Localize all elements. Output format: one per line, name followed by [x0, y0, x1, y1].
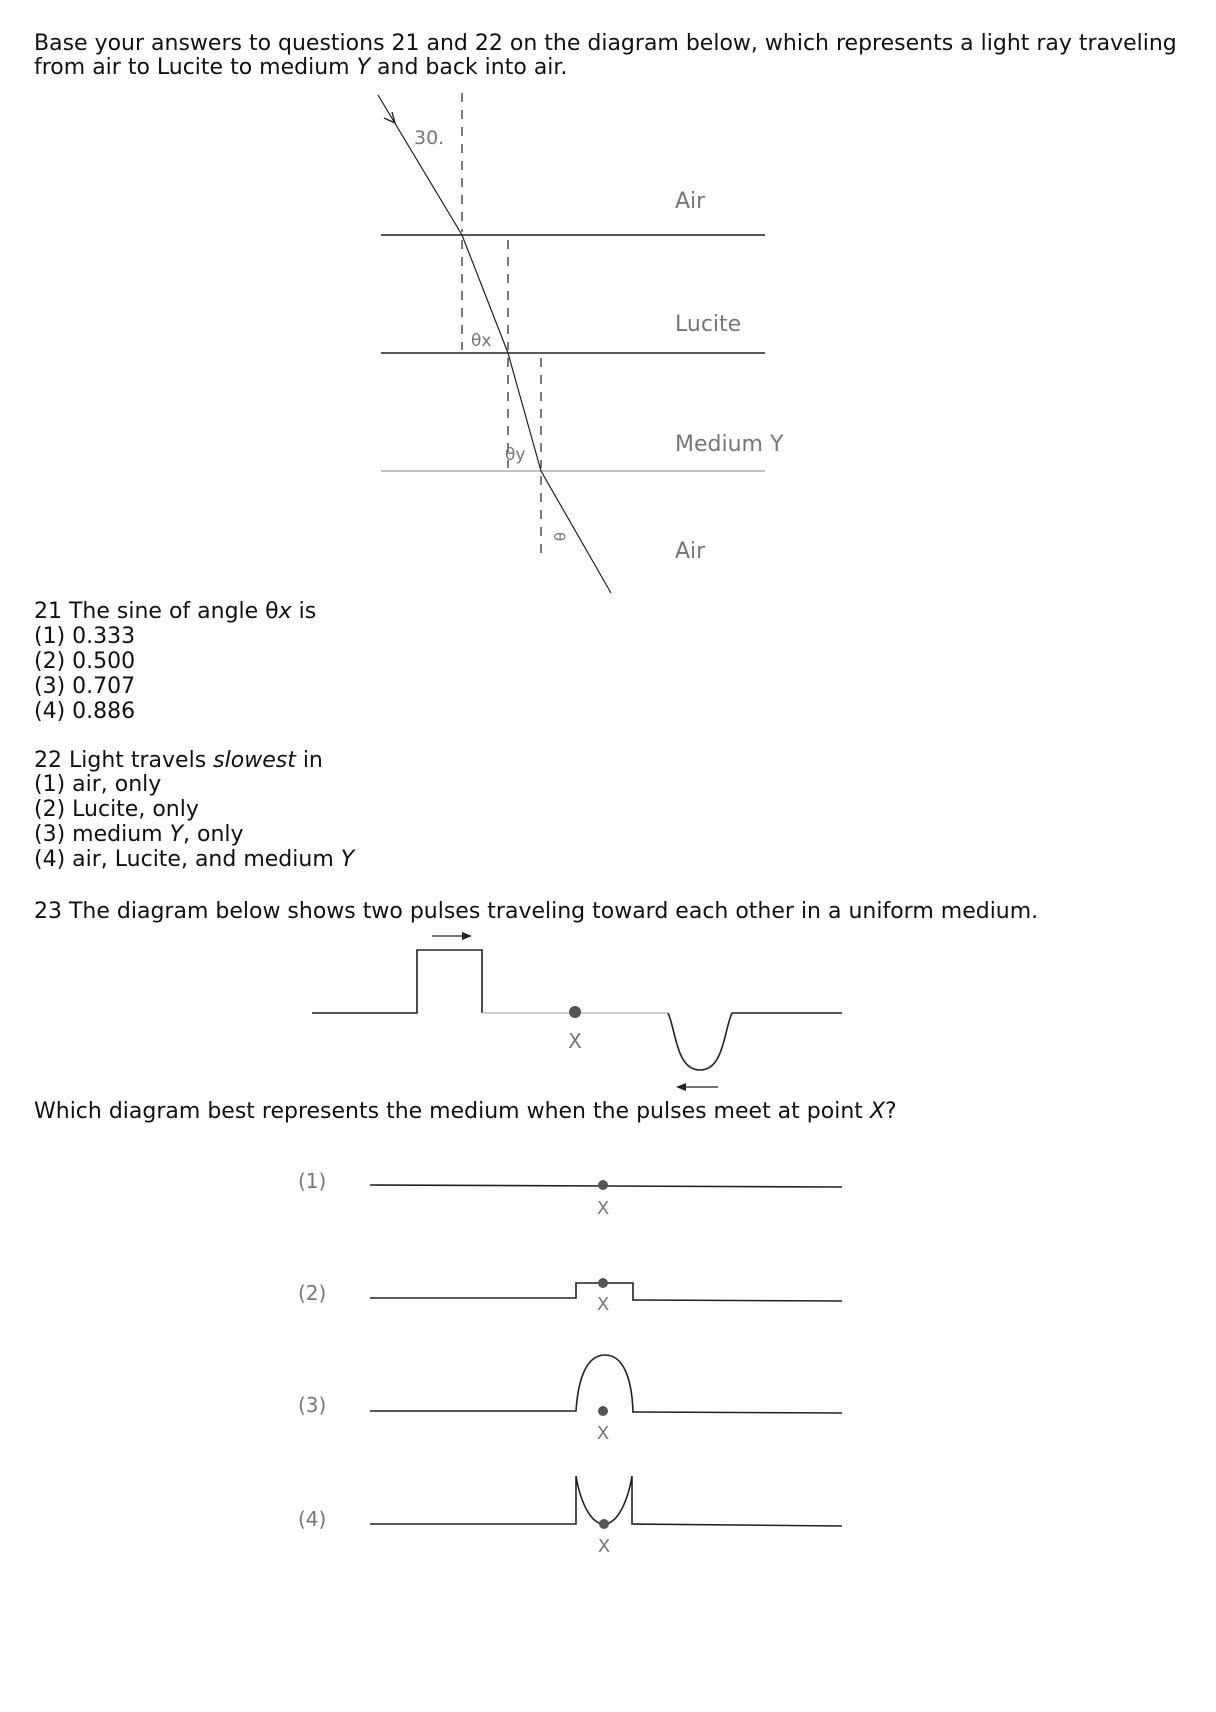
q22-choice-4-text: (4) air, Lucite, and medium: [34, 847, 341, 872]
q23-question-x: X: [869, 1099, 885, 1124]
medium-label-air-bottom: Air: [675, 539, 706, 564]
option-3-point-x: [598, 1406, 608, 1416]
option-2-point-x: [598, 1278, 608, 1288]
q22-choice-2: (2) Lucite, only: [34, 797, 199, 822]
option-2-label: (2): [298, 1281, 327, 1305]
q22-choice-4-y: Y: [340, 847, 355, 872]
q21-choice-2: (2) 0.500: [34, 649, 136, 674]
option-1-label: (1): [298, 1169, 327, 1193]
point-x-label: X: [568, 1029, 582, 1053]
q22-stem-slowest: slowest: [213, 748, 296, 773]
incident-angle-label: 30.: [414, 127, 445, 149]
medium-label-lucite: Lucite: [675, 312, 742, 337]
option-1-x-label: X: [596, 1198, 610, 1219]
option-4-label: (4): [298, 1507, 327, 1531]
option-4-x-label: X: [597, 1536, 611, 1557]
q21-choice-1: (1) 0.333: [34, 624, 136, 649]
q22-stem-text: 22 Light travels: [34, 748, 214, 773]
q21-stem-end: is: [291, 599, 317, 624]
q22-choice-3-y: Y: [169, 822, 184, 847]
q22-choice-1: (1) air, only: [34, 772, 162, 797]
q22-choice-3-text: (3) medium: [34, 822, 170, 847]
medium-label-medium-y: Medium Y: [675, 432, 784, 457]
q23-question-end: ?: [884, 1099, 897, 1124]
theta-x-label: θx: [471, 331, 492, 351]
q23-question-text: Which diagram best represents the medium when the pulses meet at point: [34, 1099, 870, 1124]
q21-choice-3: (3) 0.707: [34, 674, 136, 699]
q21-stem-text: 21 The sine of angle θ: [34, 599, 279, 624]
medium-label-air-top: Air: [675, 189, 706, 214]
option-4-point-x: [599, 1519, 609, 1529]
q23-stem: 23 The diagram below shows two pulses traveling toward each other in a uniform medium.: [34, 899, 1039, 924]
intro-medium-y: Y: [356, 55, 371, 80]
q22-choice-3-end: , only: [183, 822, 244, 847]
theta-label: θ: [550, 532, 568, 542]
intro-line-1: Base your answers to questions 21 and 22 on the diagram below, which represents a light ray traveling: [34, 31, 1177, 56]
q21-stem-x: x: [278, 599, 292, 624]
option-3-x-label: X: [596, 1423, 610, 1444]
theta-y-label: θy: [505, 445, 526, 465]
option-3-label: (3): [298, 1393, 327, 1417]
option-1-point-x: [598, 1180, 608, 1190]
intro-text: from air to Lucite to medium: [34, 55, 357, 80]
option-4-medium: [370, 1476, 842, 1526]
option-2-x-label: X: [596, 1294, 610, 1315]
q22-stem-end: in: [295, 748, 323, 773]
intro-text-end: and back into air.: [370, 55, 568, 80]
option-3-medium: [370, 1355, 842, 1413]
q21-choice-4: (4) 0.886: [34, 699, 136, 724]
